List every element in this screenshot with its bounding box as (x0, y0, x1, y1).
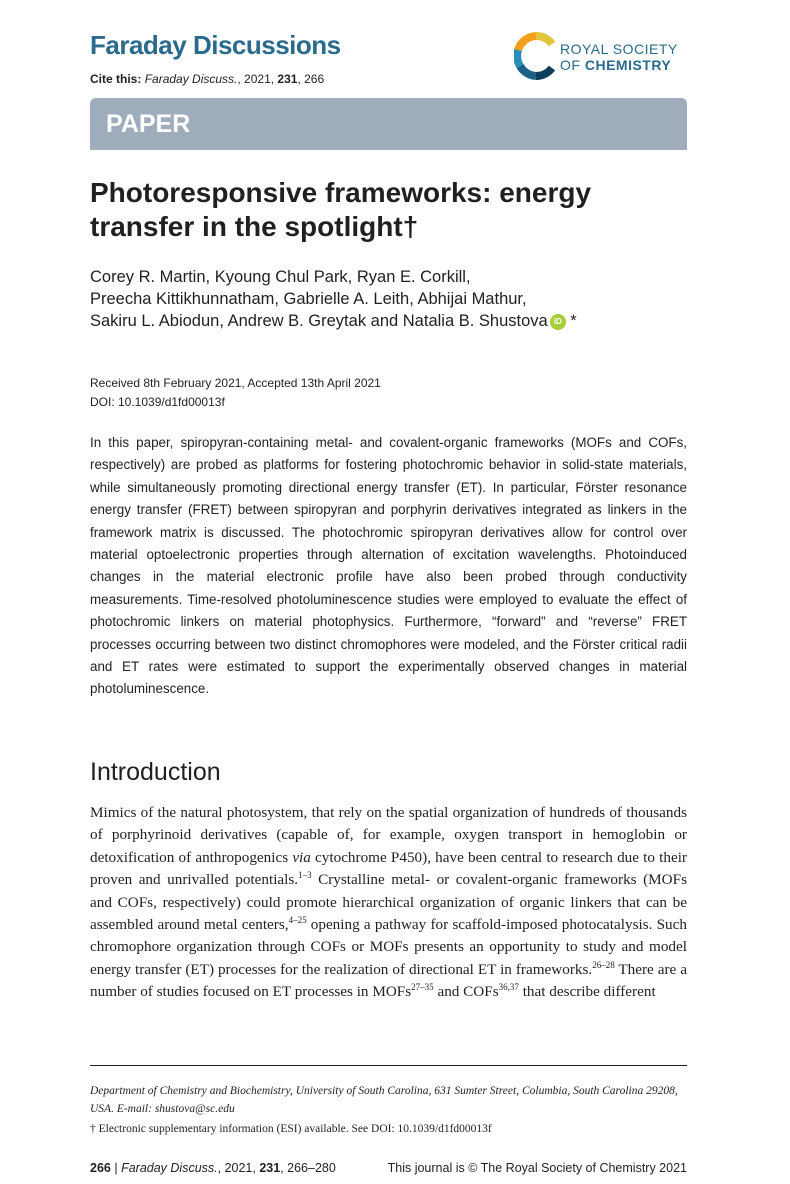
publisher-line2-prefix: OF (560, 57, 585, 73)
article-type-label: PAPER (106, 110, 191, 138)
intro-text: Mimics of the natural photosystem, that rely on the spatial organization of hundreds of thousands of porphyrinoid derivatives (capable of, for example, oxygen transport in hemoglobin or detoxification of anthropogenics (90, 804, 687, 866)
publisher-line1: ROYAL SOCIETY (560, 41, 678, 57)
rsc-logo[interactable] (514, 32, 694, 80)
rsc-logo-icon (514, 32, 558, 80)
corresponding-author-mark: * (570, 312, 577, 330)
footer-journal: Faraday Discuss. (121, 1161, 218, 1175)
cite-year: , 2021, (237, 72, 278, 86)
footer-pages: , 266–280 (280, 1161, 336, 1175)
publisher-line2 (560, 57, 671, 73)
received-accepted: Received 8th February 2021, Accepted 13th April 2021 (90, 376, 381, 390)
article-dates (90, 374, 381, 412)
footnote-divider (90, 1065, 687, 1066)
article-type-banner (90, 98, 687, 150)
footer-year: , 2021, (217, 1161, 260, 1175)
intro-text: that describe different (518, 983, 656, 1001)
affiliation-footnote: Department of Chemistry and Biochemistry, University of South Carolina, 631 Sumter Street, Columbia, South Carolina 29208, USA. E-mail: shustova@sc.edu (90, 1085, 678, 1115)
intro-text: Crystalline metal- or covalent-organic frameworks (MOFs and COFs, respectively) could promote hierarchical organization of organic linkers that can be assembled around metal centers, (90, 871, 687, 934)
page-footer (90, 1161, 687, 1175)
section-heading-introduction: Introduction (90, 758, 221, 786)
intro-text: and COFs (433, 983, 499, 1001)
cite-pages: , 266 (297, 72, 325, 86)
publisher-line2-bold: CHEMISTRY (584, 57, 672, 73)
intro-italic-via: via (292, 848, 311, 866)
intro-text: There are a number of studies focused on ET processes in MOFs (90, 960, 687, 1001)
footer-separator: | (110, 1161, 122, 1175)
reference-link[interactable]: 4–25 (288, 914, 307, 925)
esi-footnote: † Electronic supplementary information (ESI) available. See DOI: 10.1039/d1fd00013f (90, 1123, 492, 1135)
author-line-text: Sakiru L. Abiodun, Andrew B. Greytak and Natalia B. Shustova (90, 312, 548, 330)
cite-journal: Faraday Discuss. (144, 72, 238, 86)
author-line (90, 310, 690, 332)
author-list (90, 266, 690, 332)
intro-text: opening a pathway for scaffold-imposed photocatalysis. Such chromophore organization through COFs or MOFs presents an opportunity to study and model energy transfer (ET) processes for the realization of directional ET in frameworks. (90, 916, 687, 978)
orcid-icon[interactable]: iD (550, 314, 566, 330)
reference-link[interactable]: 1–3 (298, 870, 312, 881)
article-title: Photoresponsive frameworks: energy transfer in the spotlight† (90, 177, 592, 242)
footer-volume: 231 (259, 1161, 281, 1175)
author-line: Preecha Kittikhunnatham, Gabrielle A. Leith, Abhijai Mathur, (90, 290, 527, 308)
cite-label: Cite this: (90, 72, 142, 86)
cite-volume: 231 (277, 72, 298, 86)
introduction-paragraph (90, 802, 687, 1004)
intro-text: cytochrome P450), have been central to research due to their proven and unrivalled potentials. (90, 848, 687, 889)
author-line: Corey R. Martin, Kyoung Chul Park, Ryan E. Corkill, (90, 268, 471, 286)
journal-name: Faraday Discussions (90, 30, 341, 60)
reference-link[interactable]: 27–35 (411, 982, 434, 993)
reference-link[interactable]: 26–28 (592, 959, 615, 970)
citation-line (90, 72, 324, 86)
footer-copyright: This journal is © The Royal Society of Chemistry 2021 (387, 1161, 687, 1175)
page-number: 266 (90, 1161, 111, 1175)
doi-link[interactable]: DOI: 10.1039/d1fd00013f (90, 395, 225, 409)
reference-link[interactable]: 36,37 (498, 982, 519, 993)
footer-citation (90, 1161, 336, 1175)
abstract: In this paper, spiropyran-containing metal- and covalent-organic frameworks (MOFs and COFs, respectively) are probed as platforms for fostering photochromic behavior in solid-state materials, while simultaneously promoting directional energy transfer (ET). In particular, Förster resonance energy transfer (FRET) between spiropyran and porphyrin derivatives integrated as linkers in the framework matrix is discussed. The photochromic spiropyran derivatives allow for control over material optoelectronic properties through alternation of excitation wavelengths. Photoinduced changes in the material electronic profile have also been probed through conductivity measurements. Time-resolved photoluminescence studies were employed to evaluate the effect of photochromic linkers on material photophysics. Furthermore, “forward” and “reverse” FRET processes occurring between two distinct chromophores were modeled, and the Förster critical radii and ET rates were estimated to support the experimentally observed changes in material photoluminescence. (90, 435, 687, 697)
